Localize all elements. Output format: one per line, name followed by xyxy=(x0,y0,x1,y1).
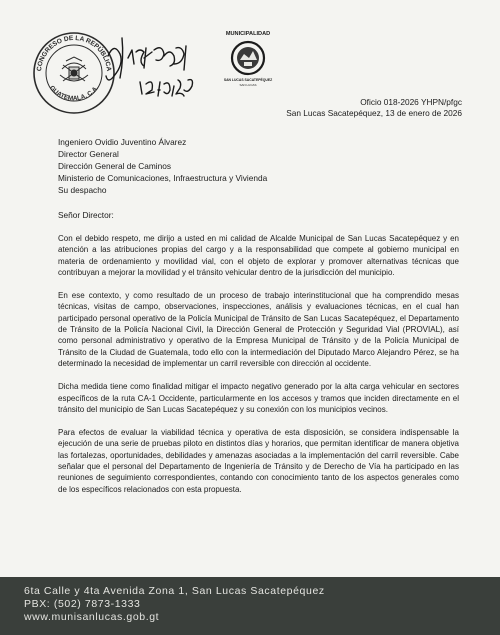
addressee-block xyxy=(58,136,267,196)
body-paragraph: Para efectos de evaluar la viabilidad técnica y operativa de esta disposición, se considera indispensable la ejecución de una serie de pruebas piloto en distintos días y horarios, que permitan identificar de manera objetiva las fortalezas, oportunidades, debilidades y amenazas asociadas a la implementación del carril reversible. Cabe señalar que el personal del Departamento de Ingeniería de Tránsito y de Derecho de Vía ha participado en las reuniones de seguimiento correspondientes, contando con conocimiento tanto de los aspectos generales como de los específicos relacionados con esta propuesta. xyxy=(58,428,459,494)
svg-text:MUNICIPALIDAD: MUNICIPALIDAD xyxy=(225,31,271,37)
salutation: Señor Director: xyxy=(58,210,114,220)
addressee-title: Director General xyxy=(58,149,119,160)
addressee-name: Ingeniero Ovidio Juventino Álvarez xyxy=(58,137,187,147)
svg-text:GUATEMALA, C.A.: GUATEMALA, C.A. xyxy=(47,84,101,103)
letterhead-footer xyxy=(0,577,500,635)
footer-website: www.munisanlucas.gob.gt xyxy=(24,611,160,624)
footer-phone: PBX: (502) 7873-1333 xyxy=(24,598,141,611)
municipality-logo xyxy=(222,28,274,88)
place-and-date: San Lucas Sacatepéquez, 13 de enero de 2026 xyxy=(286,108,462,118)
svg-text:SAN LUCAS SACATEPÉQUEZ: SAN LUCAS SACATEPÉQUEZ xyxy=(223,78,273,82)
body-paragraph: En ese contexto, y como resultado de un proceso de trabajo interinstitucional que ha comprendido mesas técnicas, visitas de campo, observaciones, inspecciones, análisis y evaluaciones técnicas, en el cual han participado personal operativo de la Policía Municipal de Tránsito de San Lucas Sacatepéquez, el Departamento de Tránsito de la Policía Nacional Civil, la Dirección General de Protección y Seguridad Vial (PROVIAL), así como personal administrativo y operativo de la Empresa Municipal de Tránsito y de la Policía Municipal de Tránsito de la Ciudad de Guatemala, todo ello con la intermediación del Diputado Marco Alejandro Pérez, se ha determinado la necesidad de implementar un carril reversible con dirección al occidente. xyxy=(58,291,459,368)
addressee-office: Su despacho xyxy=(58,185,107,196)
addressee-ministry: Ministerio de Comunicaciones, Infraestructura y Vivienda xyxy=(58,173,268,184)
svg-text:CONGRESO DE LA REPÚBLICA: CONGRESO DE LA REPÚBLICA xyxy=(35,34,113,72)
reference-number: Oficio 018-2026 YHPN/pfgc xyxy=(360,97,462,107)
handwritten-reception-note xyxy=(100,28,205,103)
addressee-directorate: Dirección General de Caminos xyxy=(58,161,171,172)
letter-header xyxy=(286,97,462,119)
svg-text:SAN LUCAS: SAN LUCAS xyxy=(239,83,257,87)
footer-address: 6ta Calle y 4ta Avenida Zona 1, San Lucas Sacatepéquez xyxy=(24,585,325,597)
letter-body xyxy=(58,233,459,507)
body-paragraph: Dicha medida tiene como finalidad mitigar el impacto negativo generado por la alta carga vehicular en sectores específicos de la ruta CA-1 Occidente, particularmente en los accesos y tramos que inciden directamente en el tránsito del municipio de San Lucas Sacatepéquez y su conexión con los municipios vecinos. xyxy=(58,382,459,414)
body-paragraph: Con el debido respeto, me dirijo a usted en mi calidad de Alcalde Municipal de San Lucas Sacatepéquez y en atención a las atribuciones propias del cargo y a la responsabilidad que compete al gobierno municipal en materia de ordenamiento y movilidad vial, con el objeto de explorar y promover alternativas técnicas que contribuyan a mejorar la movilidad y el tránsito vehicular dentro de la jurisdicción del municipio. xyxy=(58,234,459,277)
